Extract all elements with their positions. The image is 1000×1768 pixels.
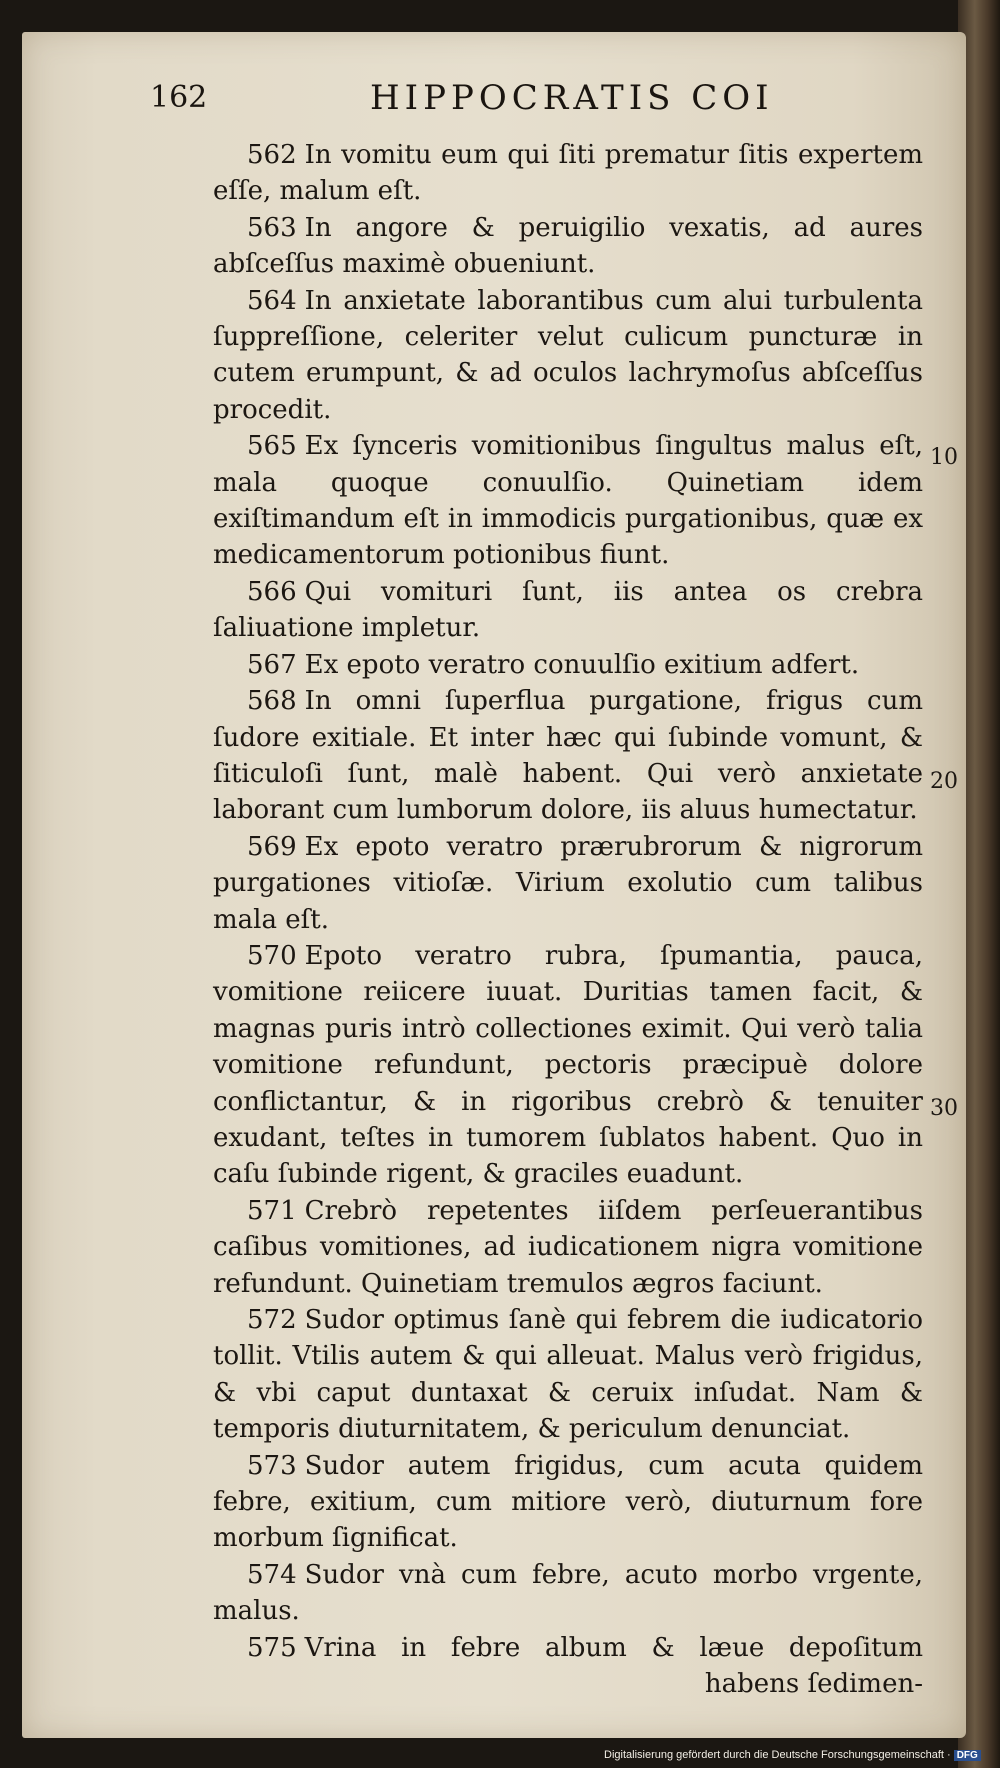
dfg-logo: DFG <box>954 1750 981 1761</box>
aphorism-number: 571 <box>247 1195 297 1226</box>
paragraph-567 <box>213 647 923 683</box>
paragraph-573 <box>213 1448 923 1557</box>
paragraph-574 <box>213 1557 923 1630</box>
aphorism-text: Crebrò repetentes iiſdem perſeuerantibus caſibus vomitiones, ad iudicationem nigra vomitione refundunt. Quinetiam tremulos ægros faciunt. <box>213 1195 923 1299</box>
running-head: HIPPOCRATIS COI <box>370 78 774 118</box>
aphorism-number: 567 <box>247 649 297 680</box>
aphorism-text: Sudor vnà cum febre, acuto morbo vrgente, malus. <box>213 1559 923 1627</box>
paragraph-564 <box>213 283 923 429</box>
paragraph-566 <box>213 574 923 647</box>
aphorism-text: Ex ſynceris vomitionibus ſingultus malus eſt, mala quoque conuulſio. Quinetiam idem exiſtimandum eſt in immodicis purgationibus, quæ ex medicamentorum potionibus fiunt. <box>213 431 923 571</box>
margin-line-number-30: 30 <box>930 1096 958 1121</box>
aphorism-number: 569 <box>247 831 297 862</box>
aphorism-text: Epoto veratro rubra, ſpumantia, pauca, vomitione reiicere iuuat. Duritias tamen facit, & magnas puris intrò collectiones eximit. Qui verò talia vomitione refundunt, pectoris præcipuè dolore conflictantur, & in rigoribus crebrò & tenuiter exudant, teſtes in tumorem ſublatos habent. Quo in caſu ſubinde rigent, & graciles euadunt. <box>213 940 923 1190</box>
paragraph-562 <box>213 137 923 210</box>
paragraph-572 <box>213 1302 923 1448</box>
aphorism-text: In omni ſuperflua purgatione, frigus cum ſudore exitiale. Et inter hæc qui ſubinde vomunt, & ſiticuloſi ſunt, malè habent. Qui verò anxietate laborant cum lumborum dolore, iis aluus humectatur. <box>213 686 923 826</box>
main-text <box>213 137 923 1702</box>
aphorism-number: 570 <box>247 940 297 971</box>
aphorism-number: 563 <box>247 212 297 243</box>
paragraph-565 <box>213 428 923 574</box>
aphorism-number: 565 <box>247 431 297 462</box>
aphorism-text: Vrina in febre album & læue depoſitum habens ſedimen- <box>304 1632 923 1700</box>
aphorism-number: 573 <box>247 1450 297 1481</box>
aphorism-number: 572 <box>247 1305 297 1335</box>
aphorism-number: 562 <box>247 140 297 170</box>
digitization-credit <box>604 1749 981 1761</box>
aphorism-text: In angore & peruigilio vexatis, ad aures abſceſſus maximè obueniunt. <box>213 212 923 280</box>
aphorism-number: 574 <box>247 1559 297 1590</box>
paragraph-563 <box>213 210 923 283</box>
margin-line-number-10: 10 <box>930 445 958 470</box>
page-number: 162 <box>150 80 208 115</box>
credit-text: Digitalisierung gefördert durch die Deutsche Forschungsgemeinschaft · <box>604 1749 951 1761</box>
aphorism-number: 575 <box>247 1632 297 1663</box>
aphorism-text: Sudor autem frigidus, cum acuta quidem febre, exitium, cum mitiore verò, diuturnum fore morbum ſignificat. <box>213 1450 923 1554</box>
margin-line-number-20: 20 <box>930 769 958 794</box>
aphorism-text: Ex epoto veratro conuulſio exitium adfert. <box>304 649 860 680</box>
paragraph-569 <box>213 829 923 938</box>
aphorism-number: 566 <box>247 576 297 607</box>
paragraph-570 <box>213 938 923 1193</box>
paragraph-571 <box>213 1193 923 1302</box>
paragraph-568 <box>213 683 923 829</box>
aphorism-text: In vomitu eum qui ſiti prematur ſitis expertem eſſe, malum eſt. <box>213 140 923 207</box>
aphorism-number: 564 <box>247 285 297 316</box>
aphorism-text: Qui vomituri ſunt, iis antea os crebra ſaliuatione impletur. <box>213 576 923 644</box>
paragraph-575 <box>213 1630 923 1703</box>
aphorism-text: Ex epoto veratro prærubrorum & nigrorum purgationes vitioſæ. Virium exolutio cum talibus mala eſt. <box>213 831 923 935</box>
aphorism-text: Sudor optimus ſanè qui febrem die iudicatorio tollit. Vtilis autem & qui alleuat. Malus verò frigidus, & vbi caput duntaxat & ceruix inſudat. Nam & temporis diuturnitatem, & periculum denunciat. <box>213 1305 923 1445</box>
aphorism-text: In anxietate laborantibus cum alui turbulenta ſuppreſſione, celeriter velut culicum puncturæ in cutem erumpunt, & ad oculos lachrymoſus abſceſſus procedit. <box>213 285 923 425</box>
aphorism-number: 568 <box>247 686 297 717</box>
